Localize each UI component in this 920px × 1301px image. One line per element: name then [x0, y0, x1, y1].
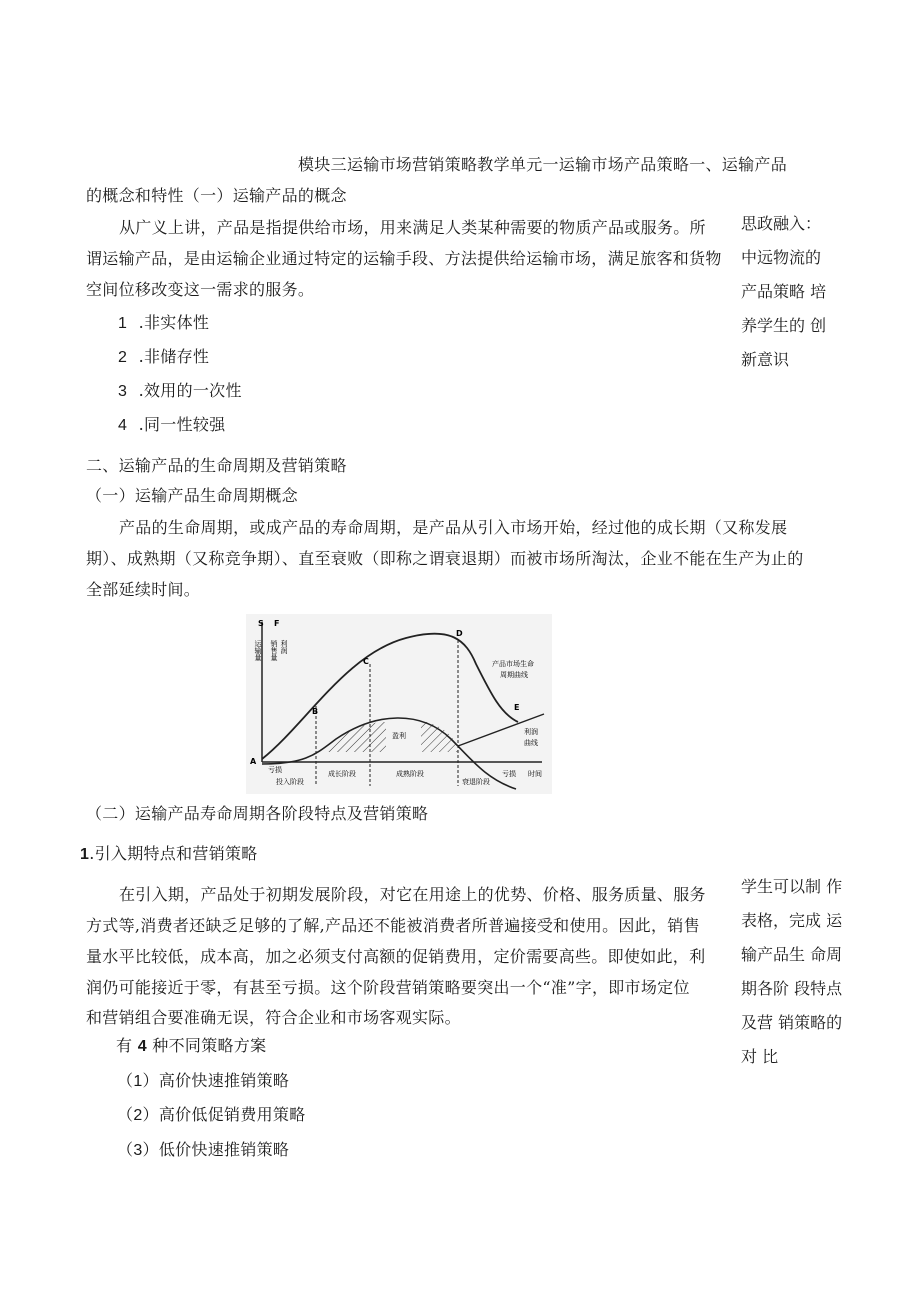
- title-line-2: 的概念和特性（一）运输产品的概念: [86, 186, 347, 205]
- item-text: 高价快速推销策略: [158, 1071, 290, 1090]
- sidenote2-line: 对 比: [741, 1047, 779, 1066]
- item-number: 2: [133, 1107, 143, 1124]
- characteristic-item-4: [118, 412, 225, 435]
- point-b-label: B: [312, 707, 319, 716]
- strategy-item-1: （1）高价快速推销策略: [117, 1071, 290, 1090]
- item-text: .效用的一次性: [138, 381, 242, 400]
- para2-line-3: 全部延续时间。: [86, 580, 201, 599]
- item-number: 1: [118, 315, 128, 332]
- section2-title: 二、运输产品的生命周期及营销策略: [86, 456, 347, 475]
- point-e-label: E: [514, 703, 520, 712]
- sub-heading-number: 1: [80, 846, 90, 863]
- sidenote-student-task: [741, 870, 842, 1074]
- para1-line-1: 从广义上讲，产品是指提供给市场，用来满足人类某种需要的物质产品或服务。所: [119, 218, 706, 237]
- curve2-label-1: 利润: [524, 728, 538, 736]
- item-number: 2: [118, 349, 128, 366]
- loss-label-right: 亏损: [502, 770, 516, 778]
- para1-line-2: 谓运输产品，是由运输企业通过特定的运输手段、方法提供给运输市场，满足旅客和货物: [86, 249, 722, 268]
- curve1-label-2: 周期曲线: [500, 671, 528, 679]
- item-text: .同一性较强: [138, 415, 226, 434]
- characteristic-item-2: [118, 344, 209, 367]
- section2-sub1: （一）运输产品生命周期概念: [86, 486, 298, 505]
- sidenote-ideology: [741, 207, 826, 377]
- y-label-s: S: [258, 619, 264, 628]
- y-label-sales: 销售量: [270, 640, 278, 661]
- sidenote1-line: 养学生的 创: [741, 316, 827, 335]
- strategy-item-2: （2）高价低促销费用策略: [117, 1105, 306, 1124]
- point-c-label: C: [363, 657, 369, 666]
- para3-line-5: 和营销组合要准确无误，符合企业和市场客观实际。: [86, 1008, 461, 1027]
- item-number: 4: [118, 417, 128, 434]
- item-text: 高价低促销费用策略: [158, 1105, 306, 1124]
- curve1-label-1: 产品市场生命: [492, 660, 534, 668]
- sidenote2-line: 学生可以制 作: [741, 877, 843, 896]
- profit-label: 盈利: [392, 732, 406, 740]
- item-number: 3: [133, 1142, 143, 1159]
- loss-label-left: 亏损: [268, 766, 282, 774]
- stage-label-intro: 投入阶段: [276, 778, 304, 786]
- sidenote1-line: 新意识: [741, 350, 790, 369]
- stage-label-mature: 成熟阶段: [396, 770, 424, 778]
- sidenote2-line: 表格，完成 运: [741, 911, 843, 930]
- y-label-s-text: 运输量: [254, 640, 262, 661]
- stage-label-growth: 成长阶段: [328, 770, 356, 778]
- para1-line-3: 空间位移改变这一需求的服务。: [86, 280, 315, 299]
- sidenote2-line: 及营 销策略的: [741, 1013, 843, 1032]
- sidenote1-line: 思政融入：: [741, 214, 822, 233]
- strategies-intro-num: 4: [137, 1038, 147, 1055]
- para3-line-1: 在引入期，产品处于初期发展阶段，对它在用途上的优势、价格、服务质量、服务: [119, 885, 706, 904]
- para2-line-2: 期）、成熟期（又称竞争期）、直至衰败（即称之谓衰退期）而被市场所淘汰，企业不能在生产为止的: [86, 549, 804, 568]
- item-text: .非实体性: [138, 313, 210, 332]
- strategies-intro-a: 有: [116, 1036, 133, 1055]
- sidenote2-line: 期各阶 段特点: [741, 979, 843, 998]
- point-a-label: A: [250, 757, 257, 766]
- characteristic-item-1: [118, 310, 209, 333]
- strategies-intro-b: 种不同策略方案: [152, 1036, 267, 1055]
- item-number: 1: [133, 1073, 143, 1090]
- para3-line-4: 润仍可能接近于零，有甚至亏损。这个阶段营销策略要突出一个“准”字，即市场定位: [86, 978, 690, 997]
- para3-line-3: 量水平比较低，成本高，加之必须支付高额的促销费用，定价需要高些。即使如此，利: [86, 947, 706, 966]
- sidenote2-line: 输产品生 命周: [741, 945, 843, 964]
- y-label-f: F: [274, 619, 280, 628]
- time-label: 时间: [528, 770, 542, 778]
- item-text: .非储存性: [138, 347, 210, 366]
- title-line-1: 模块三运输市场营销策略教学单元一运输市场产品策略一、运输产品: [298, 155, 788, 174]
- sub-heading-text: .引入期特点和营销策略: [89, 844, 258, 863]
- item-number: 3: [118, 383, 128, 400]
- y-label-f-text: 利润: [280, 640, 288, 654]
- curve2-label-2: 曲线: [524, 739, 538, 747]
- section2-sub2: （二）运输产品寿命周期各阶段特点及营销策略: [86, 804, 429, 823]
- characteristic-item-3: [118, 378, 242, 401]
- strategies-intro: [116, 1033, 266, 1056]
- sidenote1-line: 中远物流的: [741, 248, 822, 267]
- life-cycle-figure: [246, 614, 552, 794]
- strategy-item-3: （3）低价快速推销策略: [117, 1140, 290, 1159]
- sidenote1-line: 产品策略 培: [741, 282, 827, 301]
- stage-label-decline: 衰退阶段: [462, 778, 490, 786]
- sub-heading-intro: [80, 841, 258, 864]
- point-d-label: D: [456, 629, 463, 638]
- para3-line-2: 方式等,消费者还缺乏足够的了解,产品还不能被消费者所普遍接受和使用。因此，销售: [86, 916, 700, 935]
- para2-line-1: 产品的生命周期，或成产品的寿命周期，是产品从引入市场开始，经过他的成长期（又称发展: [119, 518, 788, 537]
- item-text: 低价快速推销策略: [158, 1140, 290, 1159]
